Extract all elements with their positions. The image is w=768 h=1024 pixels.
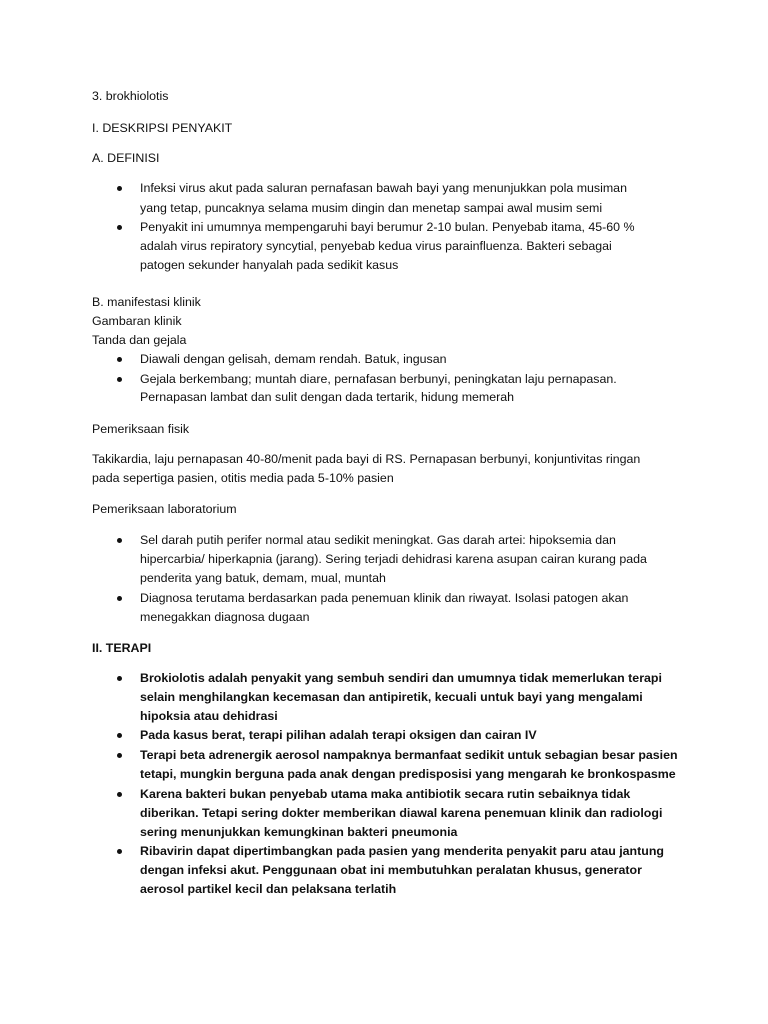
lab-bullet-1-line-1: Sel darah putih perifer normal atau sedikit meningkat. Gas darah artei: hipoksemia dan [140, 533, 616, 547]
terapi-bullet-2: Pada kasus berat, terapi pilihan adalah terapi oksigen dan cairan IV [140, 728, 537, 742]
bullet-dot [117, 792, 122, 797]
bullet-dot [117, 225, 122, 230]
lab-bullet-2-line-1: Diagnosa terutama berdasarkan pada penemuan klinik dan riwayat. Isolasi patogen akan [140, 591, 629, 605]
definisi-bullet-2-line-2: adalah virus repiratory syncytial, penyebab kedua virus parainfluenza. Bakteri sebagai [140, 239, 612, 253]
tanda-gejala-label: Tanda dan gejala [92, 333, 187, 347]
terapi-bullet-5-line-2: dengan infeksi akut. Penggunaan obat ini membutuhkan peralatan khusus, generator [140, 863, 642, 877]
definisi-bullet-2-line-3: patogen sekunder hanyalah pada sedikit kasus [140, 258, 399, 272]
document-heading: 3. brokhiolotis [92, 89, 169, 103]
bullet-dot [117, 676, 122, 681]
pemeriksaan-lab-title: Pemeriksaan laboratorium [92, 502, 237, 516]
terapi-bullet-1-line-2: selain menghilangkan kecemasan dan antipiretik, kecuali untuk bayi yang mengalami [140, 690, 643, 704]
gambaran-klinik-label: Gambaran klinik [92, 314, 182, 328]
terapi-bullet-3-line-2: tetapi, mungkin berguna pada anak dengan predisposisi yang mengarah ke bronkospasme [140, 767, 676, 781]
definisi-bullet-1-line-2: yang tetap, puncaknya selama musim dingin dan menetap sampai awal musim semi [140, 201, 603, 215]
manifestasi-title: B. manifestasi klinik [92, 295, 201, 309]
lab-bullet-2-line-2: menegakkan diagnosa dugaan [140, 610, 310, 624]
bullet-dot [117, 377, 122, 382]
terapi-bullet-1-line-1: Brokiolotis adalah penyakit yang sembuh sendiri dan umumnya tidak memerlukan terapi [140, 671, 662, 685]
bullet-dot [117, 357, 122, 362]
terapi-bullet-4-line-2: diberikan. Tetapi sering dokter memberikan diawal karena penemuan klinik dan radiologi [140, 806, 663, 820]
bullet-dot [117, 538, 122, 543]
definisi-title: A. DEFINISI [92, 151, 160, 165]
terapi-bullet-5-line-1: Ribavirin dapat dipertimbangkan pada pasien yang menderita penyakit paru atau jantung [140, 844, 664, 858]
pemeriksaan-fisik-line-2: pada sepertiga pasien, otitis media pada 5-10% pasien [92, 471, 394, 485]
tanda-bullet-2-line-1: Gejala berkembang; muntah diare, pernafasan berbunyi, peningkatan laju pernapasan. [140, 372, 617, 386]
tanda-bullet-1: Diawali dengan gelisah, demam rendah. Batuk, ingusan [140, 352, 447, 366]
definisi-bullet-1-line-1: Infeksi virus akut pada saluran pernafasan bawah bayi yang menunjukkan pola musiman [140, 181, 627, 195]
pemeriksaan-fisik-line-1: Takikardia, laju pernapasan 40-80/menit pada bayi di RS. Pernapasan berbunyi, konjuntivitas ringan [92, 452, 641, 466]
section-1-title: I. DESKRIPSI PENYAKIT [92, 121, 233, 135]
section-2-title: II. TERAPI [92, 641, 152, 655]
terapi-bullet-5-line-3: aerosol partikel kecil dan pelaksana terlatih [140, 882, 397, 896]
bullet-dot [117, 849, 122, 854]
lab-bullet-1-line-2: hipercarbia/ hiperkapnia (jarang). Sering terjadi dehidrasi karena asupan cairan kurang pada [140, 552, 647, 566]
terapi-bullet-1-line-3: hipoksia atau dehidrasi [140, 709, 278, 723]
terapi-bullet-4-line-1: Karena bakteri bukan penyebab utama maka antibiotik secara rutin sebaiknya tidak [140, 787, 631, 801]
bullet-dot [117, 186, 122, 191]
bullet-dot [117, 596, 122, 601]
lab-bullet-1-line-3: penderita yang batuk, demam, mual, muntah [140, 571, 386, 585]
tanda-bullet-2-line-2: Pernapasan lambat dan sulit dengan dada tertarik, hidung memerah [140, 390, 515, 404]
definisi-bullet-2-line-1: Penyakit ini umumnya mempengaruhi bayi berumur 2-10 bulan. Penyebab itama, 45-60 % [140, 220, 635, 234]
bullet-dot [117, 753, 122, 758]
terapi-bullet-4-line-3: sering menunjukkan kemungkinan bakteri pneumonia [140, 825, 458, 839]
pemeriksaan-fisik-title: Pemeriksaan fisik [92, 422, 190, 436]
terapi-bullet-3-line-1: Terapi beta adrenergik aerosol nampaknya bermanfaat sedikit untuk sebagian besar pasien [140, 748, 678, 762]
bullet-dot [117, 733, 122, 738]
